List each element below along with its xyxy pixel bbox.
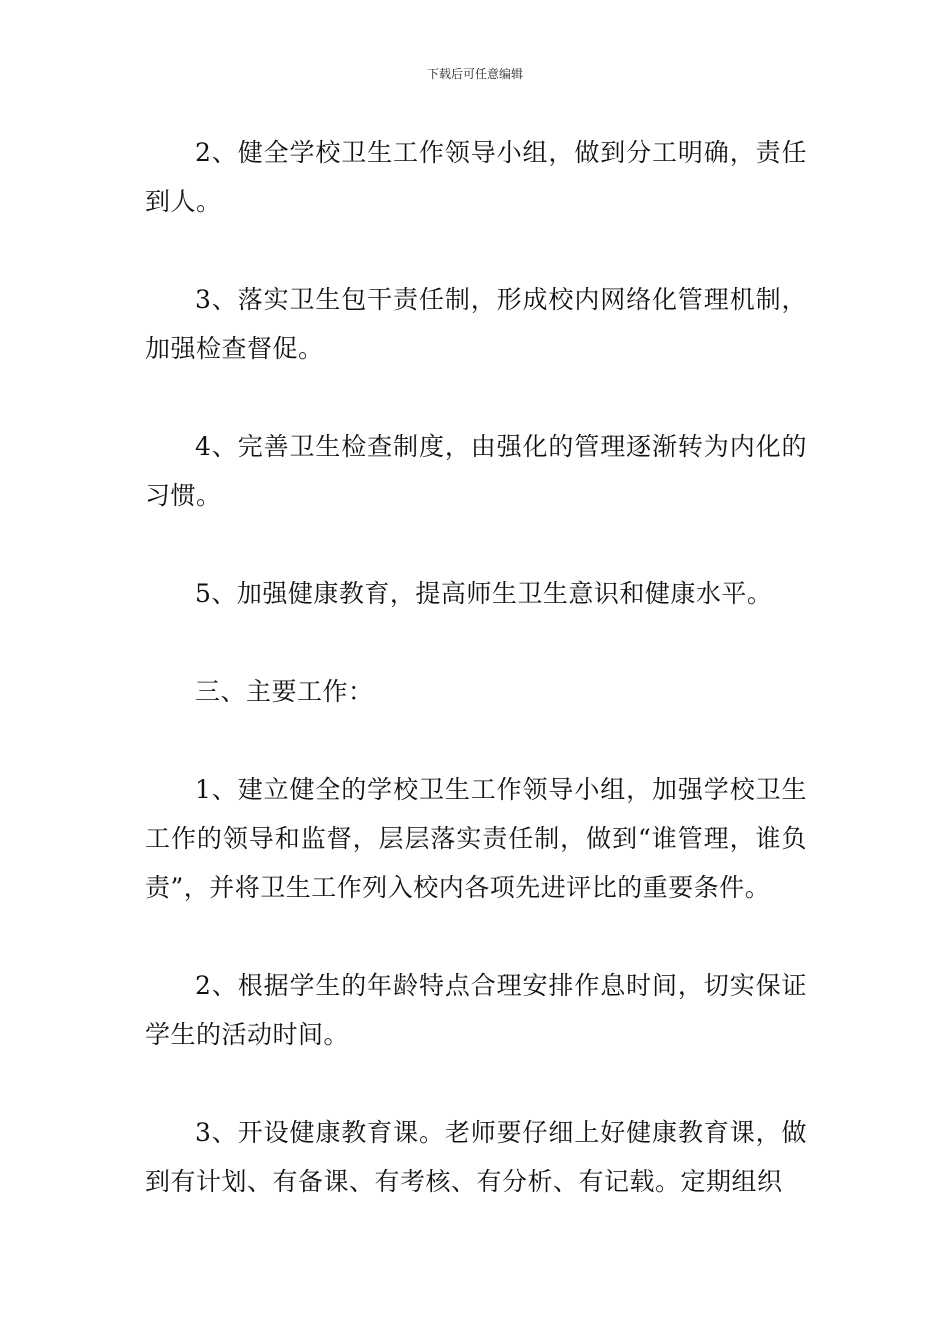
paragraph: 5、加强健康教育，提高师生卫生意识和健康水平。 (195, 579, 773, 608)
document-body (145, 128, 807, 1206)
section-heading: 三、主要工作： (195, 677, 374, 706)
paragraph: 3、落实卫生包干责任制，形成校内网络化管理机制，加强检查督促。 (145, 285, 807, 363)
page-header: 下载后可任意编辑 (426, 67, 523, 81)
paragraph: 3、开设健康教育课。老师要仔细上好健康教育课，做到有计划、有备课、有考核、有分析、有记载。定期组织 (145, 1118, 807, 1196)
paragraph: 4、完善卫生检查制度，由强化的管理逐渐转为内化的习惯。 (145, 432, 807, 510)
paragraph: 1、建立健全的学校卫生工作领导小组，加强学校卫生工作的领导和监督，层层落实责任制，做到“谁管理，谁负责”，并将卫生工作列入校内各项先进评比的重要条件。 (145, 775, 807, 902)
paragraph: 2、健全学校卫生工作领导小组，做到分工明确，责任到人。 (145, 138, 807, 216)
paragraph: 2、根据学生的年龄特点合理安排作息时间，切实保证学生的活动时间。 (145, 971, 807, 1049)
